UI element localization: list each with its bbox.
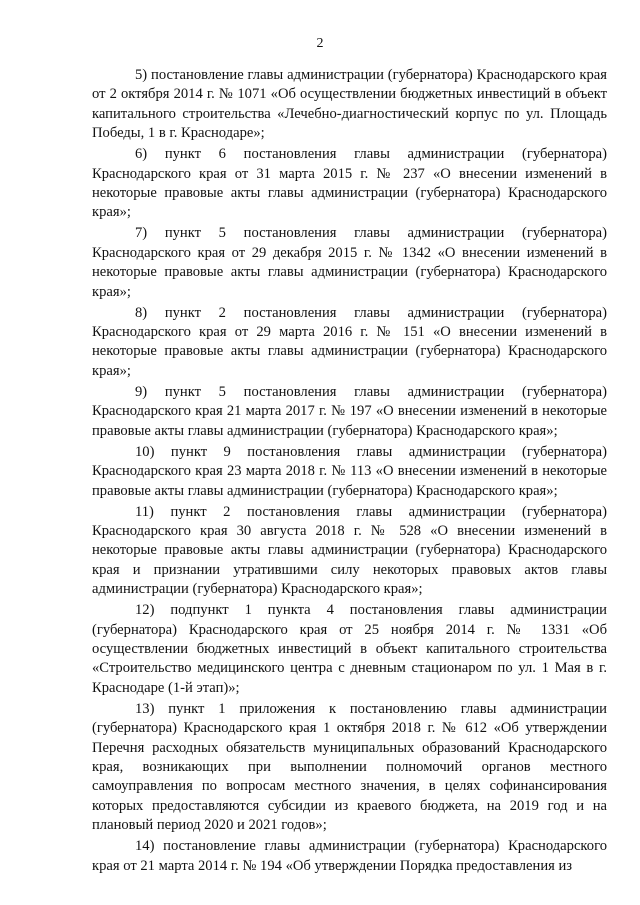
list-item: 14) постановление главы администрации (губернатора) Краснодарского края от 21 марта 2014 г. № 194 «Об утверждении Порядка предоставления из — [92, 838, 607, 874]
list-item: 11) пункт 2 постановления главы администрации (губернатора) Краснодарского края 30 августа 2018 г. № 528 «О внесении изменений в некоторые правовые акты главы администрации (губернатора) Краснодарского края и признании утратившими силу некоторых правовых актов главы администрации (губернатора) Краснодарского края»; — [92, 503, 607, 598]
list-item: 6) пункт 6 постановления главы администрации (губернатора) Краснодарского края от 31 марта 2015 г. № 237 «О внесении изменений в некоторые правовые акты главы администрации (губернатора) Краснодарского края»; — [92, 146, 607, 221]
list-item: 5) постановление главы администрации (губернатора) Краснодарского края от 2 октября 2014 г. № 1071 «Об осуществлении бюджетных инвестиций в объект капитального строительства «Лечебно-диагностический корпус по ул. Площадь Победы, 1 в г. Краснодаре»; — [92, 67, 607, 142]
document-body — [92, 66, 607, 878]
page-number: 2 — [316, 36, 324, 51]
list-item: 8) пункт 2 постановления главы администрации (губернатора) Краснодарского края от 29 марта 2016 г. № 151 «О внесении изменений в некоторые правовые акты главы администрации (губернатора) Краснодарского края»; — [92, 304, 607, 379]
list-item: 7) пункт 5 постановления главы администрации (губернатора) Краснодарского края от 29 декабря 2015 г. № 1342 «О внесении изменений в некоторые правовые акты главы администрации (губернатора) Краснодарского края»; — [92, 225, 607, 300]
list-item: 13) пункт 1 приложения к постановлению главы администрации (губернатора) Краснодарского края 1 октября 2018 г. № 612 «Об утверждении Перечня расходных обязательств муниципальных образований Краснодарского края, возникающих при выполнении полномочий органов местного самоуправления по вопросам местного значения, в целях софинансирования которых предоставляются субсидии из краевого бюджета, на 2019 год и на плановый период 2020 и 2021 годов»; — [92, 700, 607, 834]
list-item: 9) пункт 5 постановления главы администрации (губернатора) Краснодарского края 21 марта 2017 г. № 197 «О внесении изменений в некоторые правовые акты главы администрации (губернатора) Краснодарского края»; — [92, 383, 607, 439]
list-item: 12) подпункт 1 пункта 4 постановления главы администрации (губернатора) Краснодарского края от 25 ноября 2014 г. № 1331 «Об осуществлении бюджетных инвестиций в объект капитального строительства «Строительство медицинского центра с дневным стационаром по ул. 1 Мая в г. Краснодаре (1-й этап)»; — [92, 602, 607, 696]
list-item: 10) пункт 9 постановления главы администрации (губернатора) Краснодарского края 23 марта 2018 г. № 113 «О внесении изменений в некоторые правовые акты главы администрации (губернатора) Краснодарского края»; — [92, 443, 607, 499]
